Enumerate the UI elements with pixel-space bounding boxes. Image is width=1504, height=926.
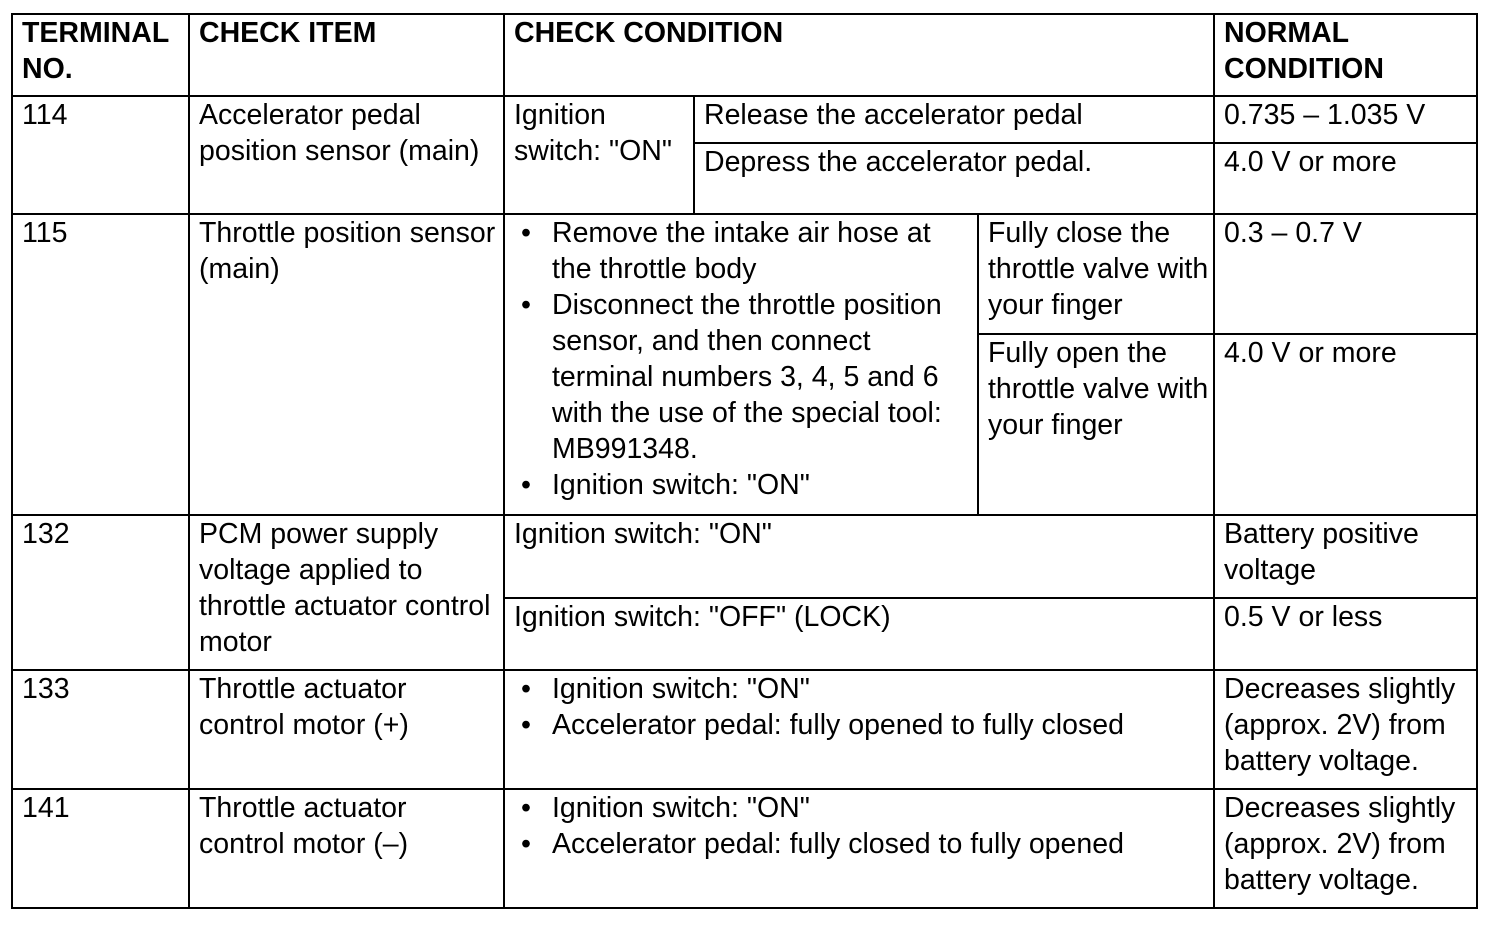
table-row [12, 670, 1477, 789]
terminal-number: 133 [12, 670, 189, 789]
table-header-row [12, 14, 1477, 96]
header-check-condition: CHECK CONDITION [504, 14, 1214, 96]
normal-condition: Battery positive voltage [1214, 515, 1477, 598]
check-condition-sub: Fully close the throttle valve with your finger [978, 214, 1214, 334]
table-row [12, 515, 1477, 598]
terminal-number: 141 [12, 789, 189, 908]
condition-bullet: • Disconnect the throttle position sensor, and then connect terminal numbers 3, 4, 5 and 6 with the use of the special tool: MB991348. [514, 287, 973, 467]
header-normal-condition: NORMAL CONDITION [1214, 14, 1477, 96]
terminal-number: 132 [12, 515, 189, 670]
check-item: Throttle position sensor (main) [189, 214, 504, 515]
condition-bullet: • Accelerator pedal: fully closed to fully opened [514, 826, 1209, 862]
check-condition-main [504, 789, 1214, 908]
normal-condition: Decreases slightly (approx. 2V) from battery voltage. [1214, 789, 1477, 908]
terminal-check-table [11, 13, 1478, 909]
condition-bullet: • Accelerator pedal: fully opened to fully closed [514, 707, 1209, 743]
check-condition-main: Ignition switch: "ON" [504, 96, 694, 214]
normal-condition: 0.735 – 1.035 V [1214, 96, 1477, 143]
condition-bullet-list [514, 215, 973, 503]
condition-bullet: • Ignition switch: "ON" [514, 671, 1209, 707]
check-condition-main: Ignition switch: "OFF" (LOCK) [504, 598, 1214, 670]
terminal-number: 115 [12, 214, 189, 515]
check-condition-sub: Release the accelerator pedal [694, 96, 1214, 143]
terminal-number: 114 [12, 96, 189, 214]
normal-condition: 4.0 V or more [1214, 334, 1477, 515]
normal-condition: 0.5 V or less [1214, 598, 1477, 670]
normal-condition: Decreases slightly (approx. 2V) from battery voltage. [1214, 670, 1477, 789]
check-item: Accelerator pedal position sensor (main) [189, 96, 504, 214]
check-condition-main [504, 670, 1214, 789]
normal-condition: 4.0 V or more [1214, 143, 1477, 214]
check-condition-sub: Depress the accelerator pedal. [694, 143, 1214, 214]
condition-bullet: • Ignition switch: "ON" [514, 790, 1209, 826]
header-terminal-no: TERMINAL NO. [12, 14, 189, 96]
header-check-item: CHECK ITEM [189, 14, 504, 96]
check-item: PCM power supply voltage applied to throttle actuator control motor [189, 515, 504, 670]
condition-bullet-list [514, 671, 1209, 743]
normal-condition: 0.3 – 0.7 V [1214, 214, 1477, 334]
table-row [12, 789, 1477, 908]
check-condition-sub: Fully open the throttle valve with your finger [978, 334, 1214, 515]
condition-bullet: • Ignition switch: "ON" [514, 467, 973, 503]
check-condition-main [504, 214, 978, 515]
condition-bullet: • Remove the intake air hose at the throttle body [514, 215, 973, 287]
condition-bullet-list [514, 790, 1209, 862]
check-condition-main: Ignition switch: "ON" [504, 515, 1214, 598]
table-row [12, 214, 1477, 334]
check-item: Throttle actuator control motor (+) [189, 670, 504, 789]
table-row [12, 96, 1477, 143]
check-item: Throttle actuator control motor (–) [189, 789, 504, 908]
